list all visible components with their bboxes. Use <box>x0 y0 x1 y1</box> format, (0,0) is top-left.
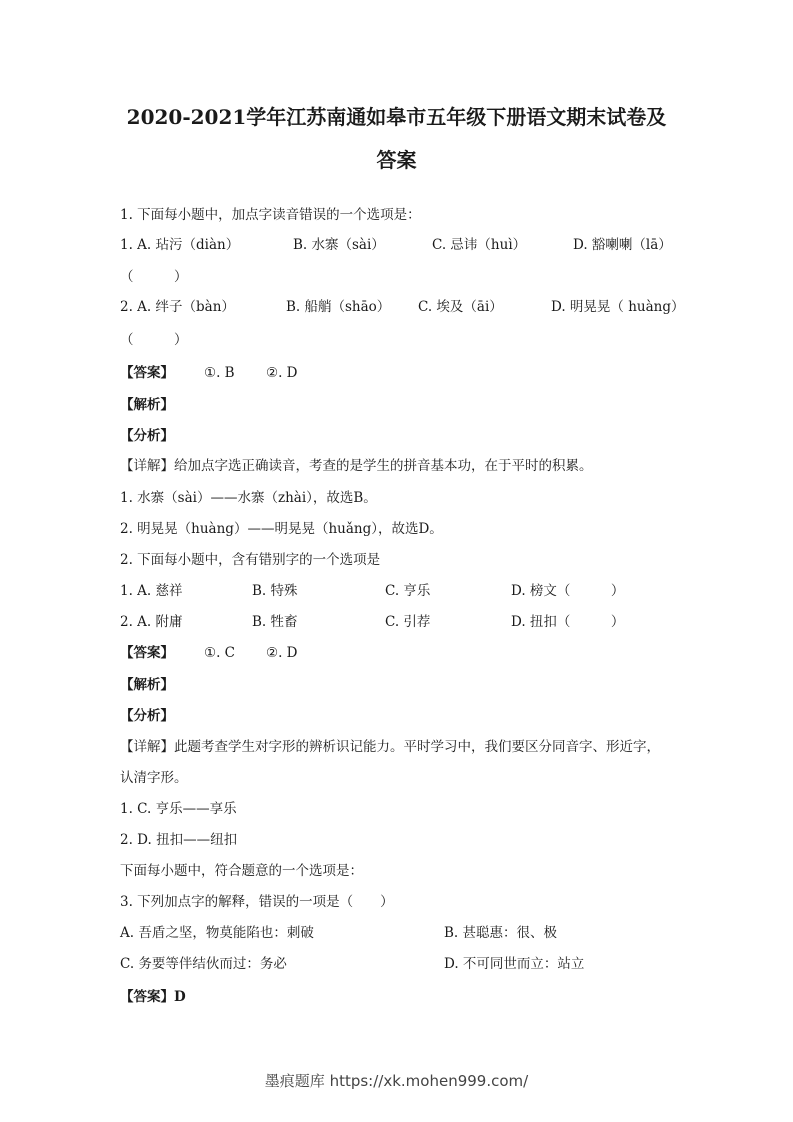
page-title-line-2: 答案 <box>376 148 417 172</box>
q1-s1-option-b: B. 水寨（sài） <box>293 237 385 253</box>
q2-s2-option-b: B. 牲畜 <box>252 614 298 630</box>
q1-s2-option-d: D. 明晃晃（ huàng） <box>551 299 685 315</box>
q1-s2-option-a: 2. A. 绊子（bàn） <box>120 299 235 315</box>
q3-answer: 【答案】D <box>120 989 186 1005</box>
q1-s2-option-b: B. 船艄（shāo） <box>286 299 391 315</box>
q2-s1-option-c: C. 亨乐 <box>385 583 431 599</box>
q1-answer-label: 【答案】 <box>120 365 174 381</box>
section-intro: 下面每小题中，符合题意的一个选项是： <box>120 863 363 879</box>
q1-s1-option-c: C. 忌讳（huì） <box>432 237 527 253</box>
q1-answer-2: ②. D <box>266 365 298 381</box>
q2-answer-label: 【答案】 <box>120 645 174 661</box>
q2-s1-option-d: D. 榜文（ ） <box>511 583 625 599</box>
q2-breakdown-label: 【分析】 <box>120 708 174 724</box>
q3-option-c: C. 务要等伴结伙而过：务必 <box>120 956 287 972</box>
q2-s2-option-d: D. 扭扣（ ） <box>511 614 625 630</box>
q3-stem: 3. 下列加点字的解释，错误的一项是（ ） <box>120 894 394 910</box>
q1-answer-1: ①. B <box>204 365 235 381</box>
q2-detail-item-1: 1. C. 亨乐——享乐 <box>120 801 237 817</box>
q2-analysis-label: 【解析】 <box>120 677 174 693</box>
q2-s1-option-b: B. 特殊 <box>252 583 298 599</box>
q1-s2-option-c: C. 埃及（āi） <box>418 299 503 315</box>
q3-option-d: D. 不可同世而立：站立 <box>444 956 585 972</box>
q3-option-b: B. 甚聪惠：很、极 <box>444 925 558 941</box>
q2-detail-item-2: 2. D. 扭扣——纽扣 <box>120 832 238 848</box>
q2-s2-option-a: 2. A. 附庸 <box>120 614 183 630</box>
q2-answer-2: ②. D <box>266 645 298 661</box>
q1-analysis-label: 【解析】 <box>120 397 174 413</box>
q2-detail-line-2: 认清字形。 <box>120 770 188 786</box>
q1-s1-option-a: 1. A. 玷污（diàn） <box>120 237 240 253</box>
q1-s2-answer-blank: （ ） <box>120 332 188 348</box>
q2-s2-option-c: C. 引荐 <box>385 614 431 630</box>
q1-s1-answer-blank: （ ） <box>120 269 188 285</box>
q1-breakdown-label: 【分析】 <box>120 428 174 444</box>
footer-watermark: 墨痕题库 https://xk.mohen999.com/ <box>264 1072 529 1090</box>
q1-detail-item-1: 1. 水寨（sài）——水寨（zhài），故选B。 <box>120 490 377 506</box>
q1-s1-option-d: D. 豁喇喇（lā） <box>573 237 672 253</box>
q2-stem: 2. 下面每小题中，含有错别字的一个选项是 <box>120 552 381 568</box>
q1-stem: 1. 下面每小题中，加点字读音错误的一个选项是： <box>120 207 421 223</box>
q2-s1-option-a: 1. A. 慈祥 <box>120 583 183 599</box>
q3-option-a: A. 吾盾之坚，物莫能陷也：刺破 <box>120 925 314 941</box>
q1-detail-item-2: 2. 明晃晃（huàng）——明晃晃（huǎng），故选D。 <box>120 521 443 537</box>
q2-detail-line-1: 【详解】此题考查学生对字形的辨析识记能力。平时学习中，我们要区分同音字、形近字， <box>120 739 660 755</box>
q2-answer-1: ①. C <box>204 645 236 661</box>
page-title-line-1: 2020-2021学年江苏南通如皋市五年级下册语文期末试卷及 <box>126 105 667 129</box>
q1-detail: 【详解】给加点字选正确读音，考查的是学生的拼音基本功，在于平时的积累。 <box>120 458 593 474</box>
